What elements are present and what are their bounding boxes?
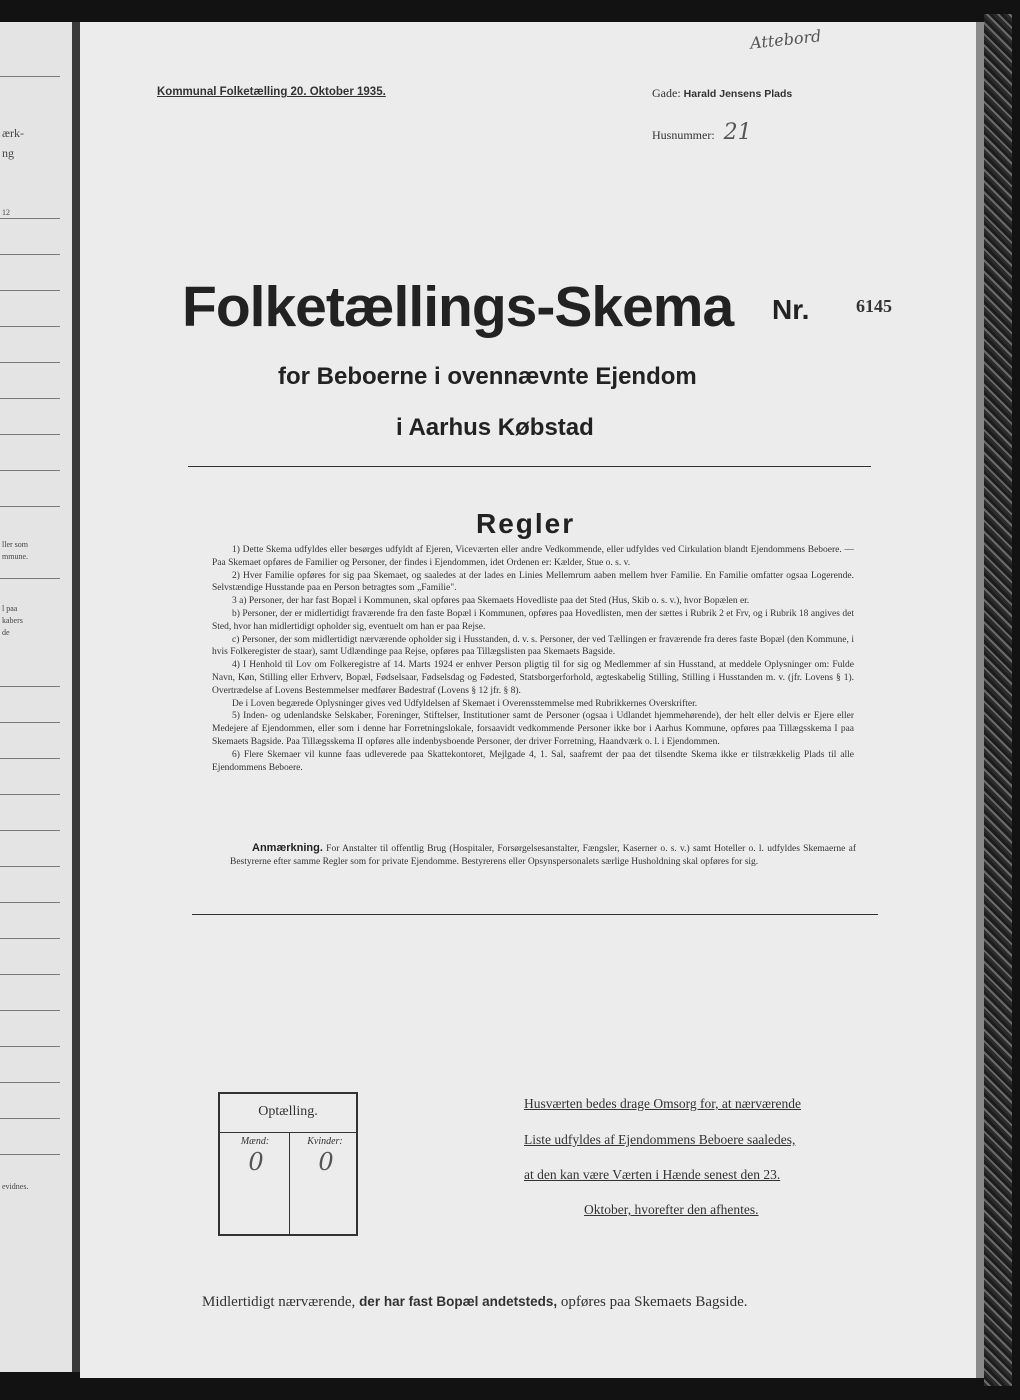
rule-paragraph: 5) Inden- og udenlandske Selskaber, Foreninger, Stiftelser, Institutioner samt de Personer (ogsaa i Udlandet hjemmehørende), der helt eller delvis er Ejere eller Medejere af Ejendommen, eller som i denne har Forretningslokale, forsaavidt vedkommende Personer ikke bor i Aarhus Kommune, opføres paa Tillægsskema I paa Skemaets Bagside. Paa Tillægsskema II opføres alle indenbysboende Personer, der driver Forretning, Haandværk o. l. i Ejendommen. xyxy=(212,711,854,747)
women-label: Kvinder: xyxy=(307,1136,343,1147)
count-box xyxy=(218,1092,358,1236)
footer-part-3: opføres paa Skemaets Bagside. xyxy=(560,1294,748,1310)
count-box-divider xyxy=(289,1132,290,1234)
marbled-binding xyxy=(984,14,1012,1386)
rule-paragraph: 3 a) Personer, der har fast Bopæl i Kommunen, skal opføres paa Skemaets Hovedliste paa det Sted (Hus, Skib o. s. v.), hvor Bopælen er. xyxy=(232,596,750,607)
men-count: 0 xyxy=(248,1148,264,1176)
left-page-rule xyxy=(0,434,60,435)
left-page-fragment: 12 xyxy=(2,208,10,217)
notice-line: Oktober, hvorefter den afhentes. xyxy=(584,1202,759,1217)
left-page-fragment: kabers xyxy=(2,616,23,625)
handwritten-note: Attebord xyxy=(749,26,823,53)
left-page-rule xyxy=(0,1118,60,1119)
census-title: Kommunal Folketælling 20. Oktober 1935. xyxy=(157,86,386,98)
rule-paragraph: c) Personer, der som midlertidigt nærværende opholder sig i Husstanden, d. v. s. Personer, der ved Tællingen er fraværende fra deres faste Bopæl (den Kommune, i hvis Folkeregister de staar), samt Udlændinge paa Rejse, opføres paa Tillægslisten paa Skemaets Bagside. xyxy=(212,634,854,658)
left-page-fragment: ller som xyxy=(2,540,28,549)
form-title: Folketællings-Skema xyxy=(182,275,734,339)
left-page-rule xyxy=(0,938,60,939)
left-page-fragment: evidnes. xyxy=(2,1182,29,1191)
street-field xyxy=(652,86,792,101)
notice-line: at den kan være Værten i Hænde senest den 23. xyxy=(524,1167,781,1182)
remark-text: For Anstalter til offentlig Brug (Hospitaler, Forsørgelsesanstalter, Fængsler, Kaserner o. s. v.) samt Hoteller o. l. udfyldes Skemaerne af Bestyrerne efter samme Regler som for private Ejendomme. Bestyrerens eller Opsynspersonalets særlige Husholdning skal opføres for sig. xyxy=(230,844,857,867)
remark-block xyxy=(230,842,856,869)
house-number-field xyxy=(652,120,752,145)
left-page-fragment: ng xyxy=(2,146,14,160)
left-page-rule xyxy=(0,578,60,579)
left-page-rule xyxy=(0,1082,60,1083)
left-page-fragment: ærk- xyxy=(2,126,24,140)
left-page-fragment: l paa xyxy=(2,604,18,613)
left-page-rule xyxy=(0,76,60,77)
remark-label: Anmærkning. xyxy=(252,842,323,854)
left-page-rule xyxy=(0,758,60,759)
rule-paragraph: 2) Hver Familie opføres for sig paa Skemaet, og saaledes at der lades en Linies Mellemrum aaben mellem hver Familie. En Familie omfatter ogsaa Logerende. Selvstændige Husstande paa en Person betragtes som „Familie". xyxy=(212,570,854,594)
left-page-rule xyxy=(0,326,60,327)
footer-note xyxy=(202,1294,747,1311)
street-label: Gade: xyxy=(652,86,681,100)
left-page-rule xyxy=(0,506,60,507)
left-page-fragment: de xyxy=(2,628,10,637)
house-number-label: Husnummer: xyxy=(652,128,715,142)
left-page-rule xyxy=(0,470,60,471)
title-divider xyxy=(188,466,871,467)
left-page-rule xyxy=(0,722,60,723)
men-label: Mænd: xyxy=(240,1136,270,1147)
left-page-rule xyxy=(0,830,60,831)
notice-line: Husværten bedes drage Omsorg for, at nærværende xyxy=(524,1096,802,1111)
left-page-rule xyxy=(0,1010,60,1011)
left-page-fragment: mmune. xyxy=(2,552,28,561)
count-box-rule xyxy=(220,1132,356,1133)
left-page-rule xyxy=(0,290,60,291)
left-page-rule xyxy=(0,686,60,687)
left-page-rule xyxy=(0,218,60,219)
left-page-rule xyxy=(0,398,60,399)
left-page-rule xyxy=(0,362,60,363)
left-page-rule xyxy=(0,1046,60,1047)
rule-paragraph: De i Loven begærede Oplysninger gives ved Udfyldelsen af Skemaet i Overensstemmelse med Rubrikkernes Overskrifter. xyxy=(232,698,698,709)
form-number-label: Nr. xyxy=(772,294,810,325)
left-page-rule xyxy=(0,1154,60,1155)
rule-paragraph: b) Personer, der er midlertidigt fraværende fra den faste Bopæl i Kommunen, opføres paa Hovedlisten, men der sættes i Rubrik 2 et Frv, og i Rubrik 18 angives det Sted, hvor han midlertidigt opholder sig, eventuelt om han er paa Rejse. xyxy=(212,608,854,632)
count-box-title: Optælling. xyxy=(258,1104,318,1119)
left-page-rule xyxy=(0,902,60,903)
rule-paragraph: 1) Dette Skema udfyldes eller besørges udfyldt af Ejeren, Viceværten eller andre Vedkommende, eller udfyldes ved Cirkulation blandt Ejendommens Beboere. — Paa Skemaet opføres de Familier og Personer, der findes i Ejendommen, idet Ordenen er: Kælder, Stue o. s. v. xyxy=(212,545,854,568)
form-subtitle-1: for Beboerne i ovennævnte Ejendom xyxy=(278,363,697,390)
rule-paragraph: 6) Flere Skemaer vil kunne faas udleverede paa Skattekontoret, Mejlgade 4, 1. Sal, saafremt der paa det tilsendte Skema ikke er tilstrækkelig Plads til alle Ejendommens Beboere. xyxy=(212,749,854,773)
left-page-rule xyxy=(0,866,60,867)
left-page-rule xyxy=(0,254,60,255)
left-page-rule xyxy=(0,794,60,795)
form-subtitle-2: i Aarhus Købstad xyxy=(396,414,594,441)
book-gutter xyxy=(72,22,80,1372)
notice-line: Liste udfyldes af Ejendommens Beboere saaledes, xyxy=(524,1132,796,1147)
house-number-value: 21 xyxy=(723,120,752,145)
page-edge-shadow xyxy=(976,22,984,1378)
footer-part-1: Midlertidigt nærværende, xyxy=(202,1294,356,1310)
rule-paragraph: 4) I Henhold til Lov om Folkeregistre af 14. Marts 1924 er enhver Person pligtig til for sig og Medlemmer af sin Husstand, at meddele Oplysninger om: Fulde Navn, Køn, Stilling eller Erhverv, Bopæl, Fødselsaar, Fødselsdag og Fødested, Statsborgerforhold, ægteskabelig Stilling, Stilling i Husstanden m. v. (jfr. Lovens § 1). Overtrædelse af Lovens Bestemmelser medfører Bødestraf (Lovens § 12 jfr. § 8). xyxy=(212,660,854,696)
left-page-edge xyxy=(0,22,72,1372)
rules-text xyxy=(212,544,854,812)
footer-part-2: der har fast Bopæl andetsteds, xyxy=(359,1294,558,1309)
rules-divider xyxy=(192,914,878,915)
form-number-value: 6145 xyxy=(856,296,892,316)
women-count: 0 xyxy=(318,1148,334,1176)
street-value: Harald Jensens Plads xyxy=(683,88,793,100)
rules-heading: Regler xyxy=(476,508,576,539)
left-page-rule xyxy=(0,974,60,975)
